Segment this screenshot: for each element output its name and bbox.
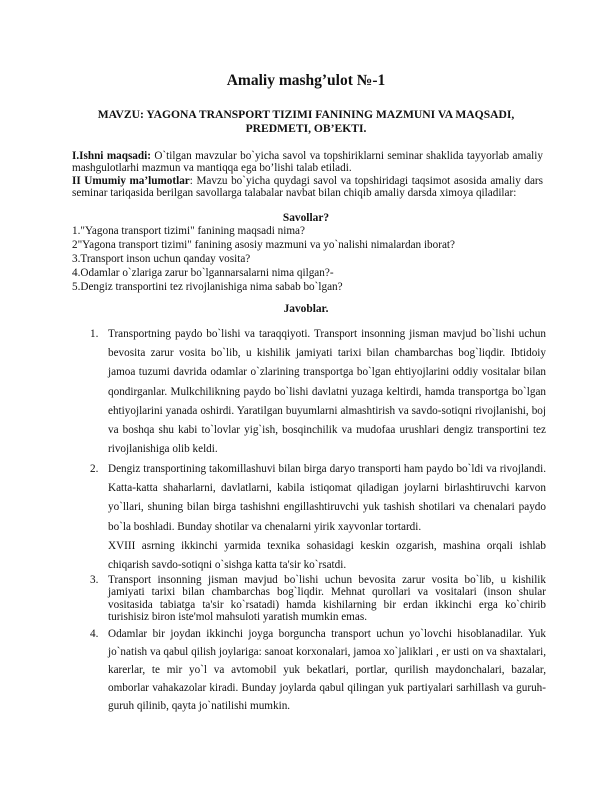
answer-number: 2. [90,463,99,475]
info-paragraph [72,175,543,200]
questions-heading: Savollar? [282,212,330,224]
answer-text: Transport insonning jisman mavjud bo`lishi uchun bevosita zarur vosita bo`lib, u kishilik jamiyati tarixi bilan chambarchas bog`liqdir. Mehnat qurollari va vositalari (inson shular vositasida tabiatga ta'sir ko`rsatadi) hamda kishilarning bir erdan ikkinchi erga ko`chirib turishisiz biron iste'mol mahsuloti yaratish mumkin emas. [108,574,546,624]
answer-item [90,574,546,624]
question-item: 2"Yagona transport tizimi" fanining asosiy mazmuni va yo`nalishi nimalardan iborat? [72,239,456,251]
info-text: : Mavzu bo`yicha quydagi savol va topshiridagi taqsimot asosida amaliy dars seminar tariqasida berilgan savollarga talabalar navbat bilan chiqib amaliy darsda ximoya qiladilar: [72,175,543,200]
subject-heading: MAVZU: YAGONA TRANSPORT TIZIMI FANINING MAZMUNI VA MAQSADI, PREDMETI, OB’EKTI. [97,108,515,135]
answer-text: Transportning paydo bo`lishi va taraqqiyoti. Transport insonning jisman mavjud bo`lishi uchun bevosita zarur vosita bo`lib, u kishilik jamiyati tarixi bilan chambarchas bog`liqdir. Ibtidoiy jamoa tuzumi davrida odamlar o`zlarining transportga bo`lgan ehtiyojlarini oddiy vositalar bilan qondirganlar. Mulkchilikning paydo bo`lishi davlatni yuzaga keltirdi, hamda transportga bo`lgan ehtiyojlarini yanada oshirdi. Yaratilgan buyumlarni almashtirish va savdo-sotiqni rivojlanishi, boj va boshqa shu kabi to`lovlar yig`ish, bosqinchilik va mudofaa urushlari dengiz transportini tez rivojlanishiga olib keldi. [108,328,546,456]
goal-text: O`tilgan mavzular bo`yicha savol va topshiriklarni seminar shaklida tayyorlab amaliy mashgulotlarhi mazmun va mantiqqa ega bo’lishi talab etiladi. [72,150,543,175]
answer-text: Odamlar bir joydan ikkinchi joyga borguncha transport uchun yo`lovchi hisoblanadilar. Yuk jo`natish va qabul qilish joylariga: sanoat korxonalari, jamoa xo`jaliklari , er usti on va shaxtalari, karerlar, te mir yo`l va avtomobil yuk bekatlari, portlar, qurilish maydonchalari, bazalar, omborlar vahakazolar kiradi. Bunday joylarda qabul qilingan yuk partiyalari sarhillash va guruh-guruh qilinib, qayta jo`natilishi mumkin. [108,628,546,712]
question-item: 1."Yagona transport tizimi" fanining maqsadi nima? [72,225,305,237]
answer-number: 1. [90,328,99,340]
answer-item [90,325,546,459]
goal-label: I.Ishni maqsadi: [72,150,151,162]
answer-item [90,460,546,575]
answer-item [90,625,546,715]
question-item: 5.Dengiz transportini tez rivojlanishiga nima sabab bo`lgan? [72,281,343,293]
answer-extra-text: XVIII asrning ikkinchi yarmida texnika sohasidagi keskin ozgarish, mashina orqali ishlab chiqarish savdo-sotiqni o`sishga katta ta'sir ko`rsatdi. [108,539,546,572]
answer-number: 4. [90,628,99,640]
question-item: 3.Transport inson uchun qanday vosita? [72,253,251,265]
page-title: Amaliy mashg’ulot №-1 [226,72,386,89]
goal-paragraph [72,150,543,175]
question-item: 4.Odamlar o`zlariga zarur bo`lgannarsalarni nima qilgan?- [72,267,334,279]
answer-text: Dengiz transportining takomillashuvi bilan birga daryo transporti ham paydo bo`ldi va rivojlandi. Katta-katta shaharlarni, davlatlarni, kabila istiqomat qiladigan joylarni birlashtiruvchi karvon yo`llari, shuning bilan birga tashishni engillashtiruvchi yuk tashish shotilari va chenalari paydo bo`la boshladi. Bunday shotilar va chenalarni yirik xayvonlar tortardi. [108,463,546,533]
answers-heading: Javoblar. [283,303,329,315]
answer-number: 3. [90,574,99,586]
info-label: II Umumiy ma’lumotlar [72,175,190,187]
